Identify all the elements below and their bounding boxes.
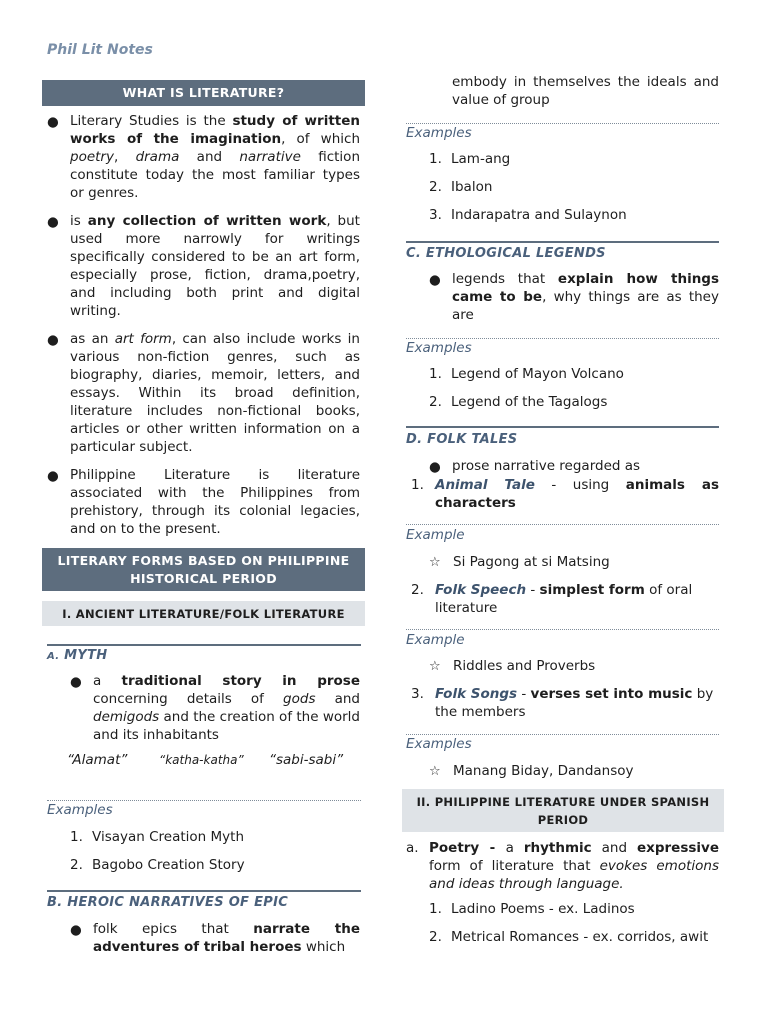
folk-number-2: 2.: [411, 582, 424, 598]
section-rule: [47, 890, 361, 892]
heroic-example-2: 2. Ibalon: [429, 179, 493, 195]
examples-label: Examples: [406, 340, 472, 356]
folk-tales-heading: D. FOLK TALES: [406, 432, 518, 447]
section-rule: [47, 644, 361, 646]
myth-heading: A. MYTH: [47, 648, 108, 663]
what-is-literature-bar: [42, 80, 365, 106]
bullet-dot: ●: [47, 114, 59, 130]
example-label: Example: [406, 632, 465, 648]
dotted-divider: [47, 800, 361, 801]
folk-tales-definition: prose narrative regarded as: [452, 458, 641, 474]
dotted-divider: [406, 338, 719, 339]
animal-tale: Animal Tale - using animals as characters: [435, 477, 719, 511]
heroic-narratives-definition: folk epics that narrate the adventures of tribal heroes which: [93, 921, 360, 955]
myth-definition: a traditional story in prose concerning details of gods and demigods and the creation of the world and its inhabitants: [93, 673, 360, 743]
folk-number-3: 3.: [411, 686, 424, 702]
folk-speech: Folk Speech - simplest form of oral literature: [435, 582, 693, 616]
heroic-narratives-heading: B. HEROIC NARRATIVES OF EPIC: [47, 895, 289, 910]
bullet-dot: ●: [429, 272, 441, 288]
myth-example-2: 2. Bagobo Creation Story: [70, 857, 245, 873]
ethological-legends-heading: C. ETHOLOGICAL LEGENDS: [406, 246, 606, 261]
bullet-dot: ●: [47, 214, 59, 230]
heroic-example-3: 3. Indarapatra and Sulaynon: [429, 207, 627, 223]
star-icon: ☆: [429, 764, 441, 779]
literature-definition-1: Literary Studies is the study of written works of the imagination, of which poetry, drama and narrative fiction constitute today the most familiar types or genres.: [70, 113, 360, 201]
examples-label: Examples: [406, 736, 472, 752]
spanish-period-heading-line1: II. PHILIPPINE LITERATURE UNDER SPANISH: [416, 794, 710, 809]
ethological-legends-definition: legends that explain how things came to be, why things are as they are: [452, 271, 720, 323]
poetry-item-1: 1. Ladino Poems - ex. Ladinos: [429, 901, 635, 917]
ancient-literature-heading: I. ANCIENT LITERATURE/FOLK LITERATURE: [62, 606, 345, 621]
examples-label: Examples: [406, 125, 472, 141]
ethological-example-2: 2. Legend of the Tagalogs: [429, 394, 608, 410]
star-icon: ☆: [429, 659, 441, 674]
bullet-dot: ●: [429, 459, 441, 475]
heroic-narratives-continued: embody in themselves the ideals and value of group: [452, 74, 719, 108]
animal-tale-example: ☆ Si Pagong at si Matsing: [429, 554, 610, 570]
poetry-item-2: 2. Metrical Romances - ex. corridos, awit: [429, 929, 709, 945]
bullet-dot: ●: [70, 922, 82, 938]
literary-forms-heading-line2: HISTORICAL PERIOD: [130, 570, 277, 586]
bullet-dot: ●: [47, 468, 59, 484]
what-is-literature-heading: WHAT IS LITERATURE?: [122, 85, 285, 100]
bullet-dot: ●: [70, 674, 82, 690]
folk-speech-example: ☆ Riddles and Proverbs: [429, 658, 596, 674]
literature-definition-3: as an art form, can also include works in various non-fiction genres, such as biography, diaries, memoir, letters, and essays. Within its broad definition, literature includes non-fictional books, articles or other written information on a particular subject.: [70, 331, 360, 455]
ancient-literature-bar: [42, 601, 365, 626]
folk-songs: Folk Songs - verses set into music by the members: [435, 686, 714, 720]
page-header-title: Phil Lit Notes: [47, 42, 153, 58]
heroic-example-1: 1. Lam-ang: [429, 151, 511, 167]
spanish-period-heading-line2: PERIOD: [537, 812, 589, 827]
bullet-dot: ●: [47, 332, 59, 348]
myth-example-1: 1. Visayan Creation Myth: [70, 829, 245, 845]
term-sabi-sabi: “sabi-sabi”: [269, 752, 344, 768]
examples-label: Examples: [47, 802, 113, 818]
literary-forms-bar: [42, 548, 365, 591]
poetry-letter: a.: [406, 840, 419, 856]
literature-definition-2: is any collection of written work, but used more narrowly for writings specifically considered to be an art form, especially prose, fiction, drama,poetry, and including both print and digital writing.: [70, 213, 360, 319]
dotted-divider: [406, 734, 719, 735]
star-icon: ☆: [429, 555, 441, 570]
section-rule: [406, 426, 719, 428]
section-rule: [406, 241, 719, 243]
folk-songs-example: ☆ Manang Biday, Dandansoy: [429, 763, 634, 779]
literary-forms-heading-line1: LITERARY FORMS BASED ON PHILIPPINE: [57, 552, 350, 568]
folk-number-1: 1.: [411, 477, 424, 493]
term-katha-katha: “katha-katha”: [159, 753, 244, 767]
spanish-period-bar: [402, 789, 724, 832]
example-label: Example: [406, 527, 465, 543]
dotted-divider: [406, 123, 719, 124]
ethological-example-1: 1. Legend of Mayon Volcano: [429, 366, 624, 382]
dotted-divider: [406, 524, 719, 525]
philippine-literature-definition: Philippine Literature is literature associated with the Philippines from prehistory, through its colonial legacies, and on to the present.: [70, 467, 360, 537]
term-alamat: “Alamat”: [67, 752, 128, 768]
dotted-divider: [406, 629, 719, 630]
poetry-definition: Poetry - a rhythmic and expressive form of literature that evokes emotions and ideas through language.: [429, 840, 719, 892]
